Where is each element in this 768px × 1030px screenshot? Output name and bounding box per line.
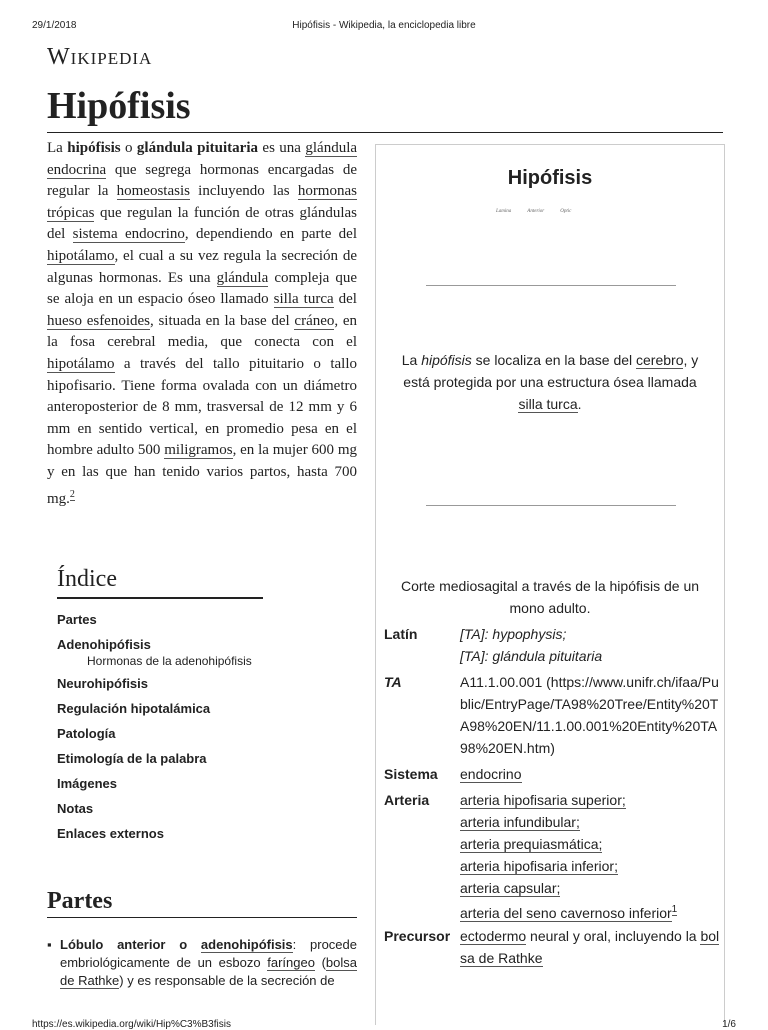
link-bolsa-de-rathke[interactable]: bolsa de Rathke bbox=[460, 928, 720, 966]
link-ectodermo[interactable]: ectodermo bbox=[460, 928, 527, 944]
link-homeostasis[interactable]: homeostasis bbox=[116, 183, 190, 200]
toc-item-imagenes[interactable]: Imágenes bbox=[57, 776, 117, 791]
link-arteria-seno-cavernoso[interactable]: arteria del seno cavernoso inferior bbox=[460, 904, 672, 921]
toc-item-regulacion[interactable]: Regulación hipotalámica bbox=[57, 701, 211, 716]
toc-item-partes[interactable]: Partes bbox=[57, 612, 97, 627]
section-heading-partes: Partes bbox=[47, 888, 357, 918]
lead-paragraph: La hipófisis o glándula pituitaria es una glándula endocrina que segrega hormonas encargadas de regular la homeostasis incluyendo las hormonas trópicas que regulan la función de otras glándulas del sistema endocrino, dependiendo en parte del hipotálamo, el cual a su vez regula la secreción de algunas hormonas. Es una glándula compleja que se aloja en un espacio óseo llamado silla turca del hueso esfenoides, situada en la base del cráneo, en la fosa cerebral media, que conecta con el hipotálamo a través del tallo pituitario o tallo hipofisario. Tiene forma ovalada con un diámetro anteroposterior de 8 mm, trasversal de 12 mm y 6 mm en sentido vertical, en promedio pesa en el hombre adulto 500 miligramos, en la mujer 600 mg y en las que han tenido varios partos, hasta 700 mg.$^2$ bbox=[47, 140, 358, 507]
link-arteria-capsular[interactable]: arteria capsular; bbox=[460, 880, 561, 896]
link-craneo[interactable]: cráneo bbox=[294, 312, 335, 329]
term-glandula-pituitaria: glándula pituitaria bbox=[136, 140, 259, 156]
link-arteria-infundibular[interactable]: arteria infundibular; bbox=[460, 814, 580, 830]
toc-item-notas[interactable]: Notas bbox=[57, 801, 94, 816]
link-miligramos[interactable]: miligramos bbox=[164, 442, 233, 459]
print-date: 29/1/2018 bbox=[32, 20, 77, 31]
reference-2[interactable]: 2 bbox=[69, 488, 75, 500]
toc-subitem-hormonas[interactable]: Hormonas de la adenohipófisis bbox=[87, 654, 252, 668]
table-of-contents bbox=[57, 566, 267, 846]
page-number: 1/6 bbox=[722, 1019, 736, 1030]
divider bbox=[426, 285, 676, 286]
toc-item-adenohipofisis[interactable]: Adenohipófisis bbox=[57, 637, 151, 652]
print-url: https://es.wikipedia.org/wiki/Hip%C3%B3fisis bbox=[32, 1019, 231, 1030]
infobox-caption-2: Corte mediosagital a través de la hipófisis de un mono adulto. bbox=[400, 578, 700, 616]
toc-item-neurohipofisis[interactable]: Neurohipófisis bbox=[57, 676, 149, 691]
page-title: Hipófisis bbox=[47, 82, 723, 133]
link-hipotalamo-2[interactable]: hipotálamo bbox=[47, 355, 115, 372]
infobox-title: Hipófisis bbox=[507, 167, 593, 189]
list-item: ▪ Lóbulo anterior o adenohipófisis: procede embriológicamente de un esbozo faríngeo (bolsa de Rathke) y es responsable de la secreción de bbox=[60, 936, 357, 990]
link-cerebro[interactable]: cerebro bbox=[636, 352, 684, 368]
link-arteria-hipofisaria-inferior[interactable]: arteria hipofisaria inferior; bbox=[460, 858, 618, 874]
link-bolsa-rathke[interactable]: bolsa de Rathke bbox=[60, 955, 357, 988]
link-arteria-hipofisaria-superior[interactable]: arteria hipofisaria superior; bbox=[460, 792, 626, 808]
link-hipotalamo[interactable]: hipotálamo bbox=[47, 247, 115, 264]
reference-1[interactable]: 1 bbox=[671, 904, 678, 915]
link-ta[interactable]: A11.1.00.001 (https://www.unifr.ch/ifaa/Public/EntryPage/TA98%20Tree/Entity%20TA98%20EN/11.1.00.001%20Entity%20TA98%20EN.htm) bbox=[460, 674, 719, 756]
link-arteria-prequiasmatica[interactable]: arteria prequiasmática; bbox=[460, 836, 603, 852]
link-faringeo[interactable]: faríngeo bbox=[267, 955, 315, 970]
wikipedia-logo[interactable]: Wikipedia bbox=[47, 44, 153, 70]
divider bbox=[426, 505, 676, 506]
infobox-caption-1: La hipófisis se localiza en la base del cerebro, y está protegida por una estructura ósea llamada silla turca. bbox=[401, 352, 699, 412]
infobox: Hipófisis Lamina Anterior Optic La hipófisis se localiza en la base del cerebro, y está protegida por una estructura ósea llamada silla turca. Corte mediosagital a través de la hipófisis de un mono adulto. Latín [TA]: hypophysis; [TA]: glándula pituitaria TA A11.1.00.001 (https://www.unifr.ch/ifaa/Public/EntryPage/TA98%20Tree/Entity%20TA98%20EN/11.1.00.001%20Entity%20TA98%20EN.htm) Sistema endocrino Arteria arteria hipofisaria superior; arteria infundibular; arteria prequiasmática; arteria hipofisaria inferior; arteria capsular; arteria del seno cavernoso inferior$^1$ Precursor ectodermo neural y oral, incluyendo la bolsa de Rathke bbox=[375, 144, 725, 1025]
toc-title: Índice bbox=[57, 566, 263, 599]
term-hipofisis: hipófisis bbox=[67, 140, 121, 156]
link-silla-turca[interactable]: silla turca bbox=[273, 291, 334, 308]
link-hormonas-tropicas[interactable]: hormonas trópicas bbox=[47, 183, 357, 221]
link-glandula[interactable]: glándula bbox=[216, 269, 269, 286]
toc-item-enlaces[interactable]: Enlaces externos bbox=[57, 826, 164, 841]
link-silla-turca-2[interactable]: silla turca bbox=[518, 396, 578, 412]
print-header bbox=[0, 12, 768, 31]
toc-item-etimologia[interactable]: Etimología de la palabra bbox=[57, 751, 207, 766]
infobox-image[interactable]: Lamina Anterior Optic bbox=[496, 209, 572, 214]
print-page-title: Hipófisis - Wikipedia, la enciclopedia libre bbox=[292, 20, 476, 31]
link-hueso-esfenoides[interactable]: hueso esfenoides bbox=[47, 312, 151, 329]
link-sistema-endocrino[interactable]: sistema endocrino bbox=[72, 226, 185, 243]
link-glandula-endocrina[interactable]: glándula endocrina bbox=[47, 140, 358, 178]
toc-item-patologia[interactable]: Patología bbox=[57, 726, 116, 741]
link-adenohipofisis[interactable]: adenohipófisis bbox=[200, 937, 293, 952]
link-endocrino[interactable]: endocrino bbox=[460, 766, 522, 782]
